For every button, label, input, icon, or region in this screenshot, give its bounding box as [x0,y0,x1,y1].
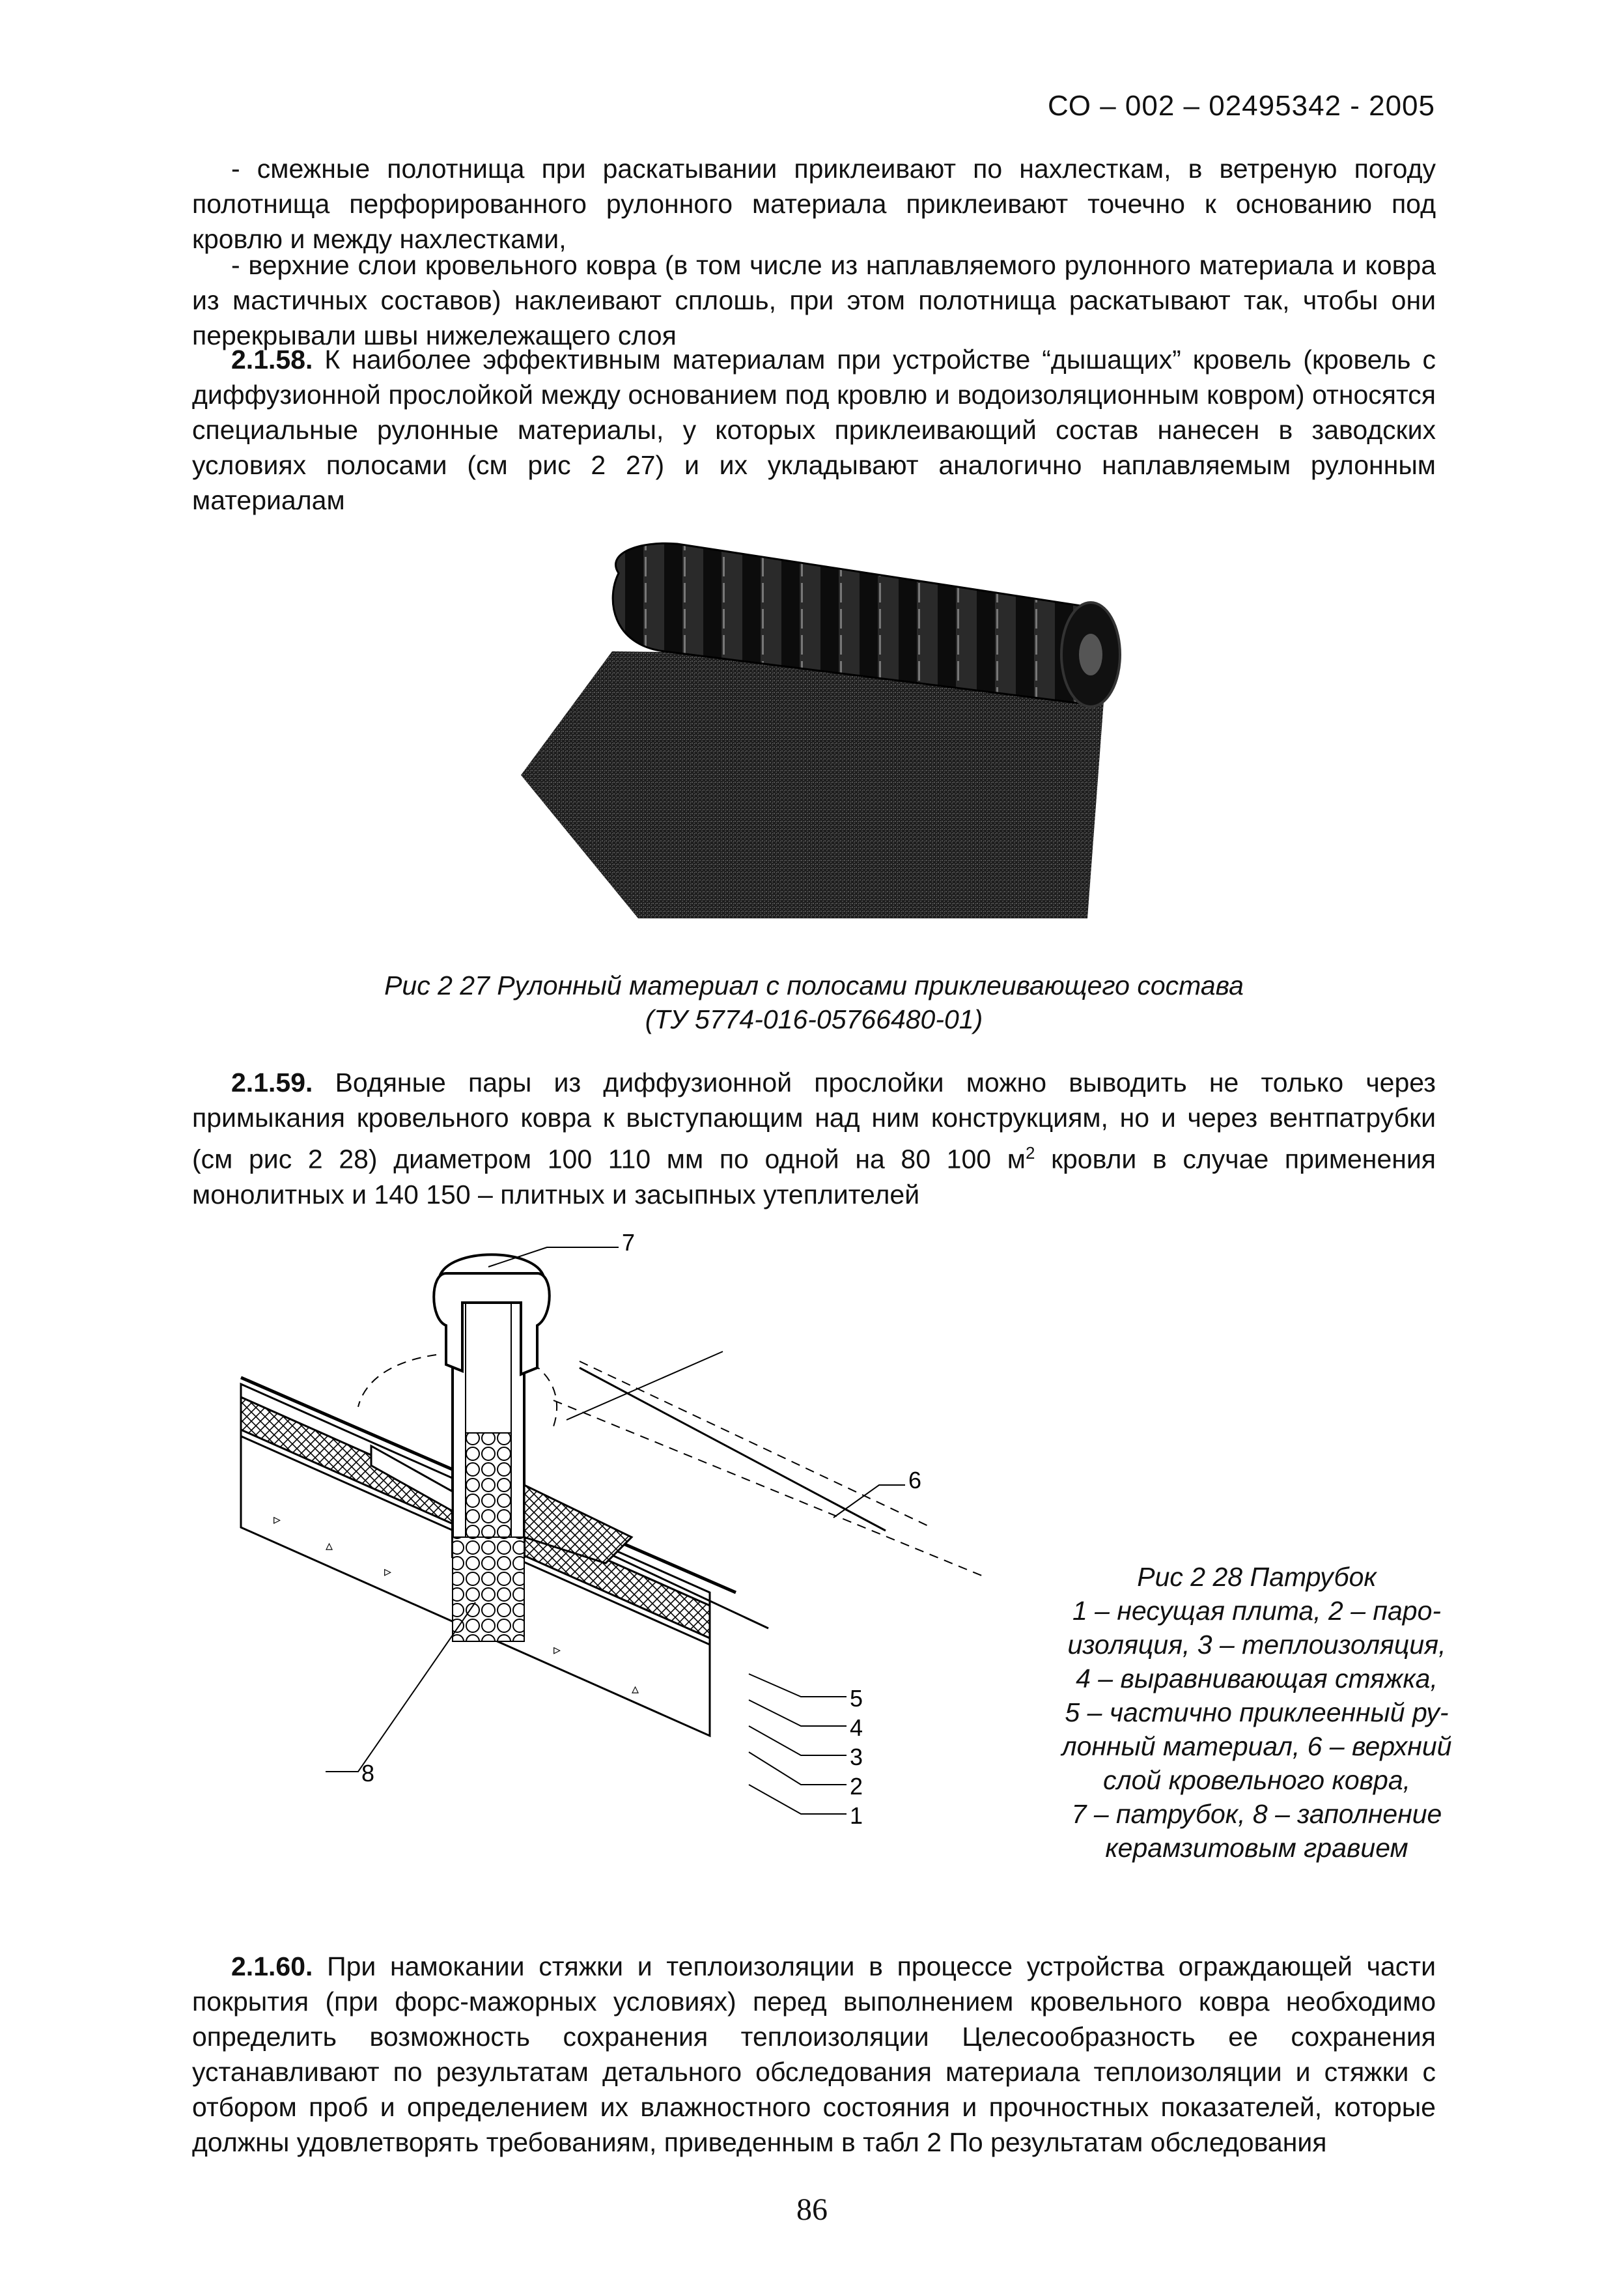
section-number: 2.1.58. [231,345,313,375]
paragraph-text: К наиболее эффективным материалам при устройстве “дышащих” кровель (кровель с диффузионной прослойкой между основанием под кровлю и водоизоляционным ковром) относятся специальные рулонные материалы, у которых приклеивающий состав нанесен в заводских условиях полосами (см рис 2 27) и их укладывают аналогично наплавляемым рулонным материалам [192,345,1436,515]
aggregate-mark: ▹ [553,1641,561,1658]
paragraph-overlap-gluing [192,151,1436,257]
label-5: 5 [850,1685,863,1712]
section-number: 2.1.60. [231,1951,313,1981]
label-8: 8 [361,1760,375,1787]
vent-pipe-diagram [215,1211,1074,1921]
superscript: 2 [1025,1143,1035,1163]
paragraph-top-layers [192,248,1436,353]
caption-line: 7 – патрубок, 8 – заполнение [1071,1799,1442,1829]
label-4: 4 [850,1714,863,1741]
paragraph-text: - смежные полотнища при раскатывании приклеивают по нахлесткам, в ветреную погоду полотнища перфорированного рулонного материала приклеивают точечно к основанию под кровлю и между нахлестками, [192,154,1436,254]
aggregate-mark: ▵ [632,1680,639,1697]
paragraph-text: кровли в случае применения монолитных и 140 150 – плитных и засыпных утеплителей [192,1144,1436,1210]
roll-core [1079,634,1102,675]
caption-line: 4 – выравнивающая стяжка, [1076,1663,1438,1693]
page-number: 86 [796,2192,828,2227]
label-7: 7 [622,1229,636,1256]
caption-line: слой кровельного ковра, [1102,1765,1411,1795]
roll-material-figure [508,528,1127,944]
caption-line: 5 – частично приклеенный ру- [1065,1697,1449,1727]
aggregate-mark: ▹ [384,1563,392,1579]
leader-6 [833,1485,905,1518]
dashed-edge [358,1355,436,1407]
caption-line: лонный материал, 6 – верхний [1061,1731,1452,1761]
paragraph-2-1-60 [192,1949,1436,2160]
leader-3 [749,1726,847,1755]
caption-line: (ТУ 5774-016-05766480-01) [645,1004,983,1034]
figure-227-caption [192,969,1436,1036]
paragraph-2-1-59 [192,1065,1436,1212]
gravel-fill-lower [453,1537,524,1641]
paragraph-text: При намокании стяжки и теплоизоляции в процессе устройства ограждающей части покрытия (при форс-мажорных условиях) перед выполнением кровельного ковра необходимо определить возможность сохранения теплоизоляции Целесообразность ее сохранения устанавливают по результатам детального обследования материала теплоизоляции и стяжки с отбором проб и определением их влажностного состояния и прочностных показателей, которые должны удовлетворять требованиям, приведенным в табл 2 По результатам обследования [192,1951,1436,2157]
aggregate-mark: ▵ [326,1537,333,1553]
caption-title: Рис 2 28 Патрубок [1137,1562,1377,1592]
aggregate-mark: ▹ [273,1511,281,1527]
document-code: СО – 002 – 02495342 - 2005 [1047,90,1435,122]
caption-line: керамзитовым гравием [1105,1833,1408,1863]
label-1: 1 [850,1802,863,1829]
paragraph-text: - верхние слои кровельного ковра (в том числе из наплавляемого рулонного материала и ковра из мастичных составов) наклеивают сплошь, при этом полотнища раскатывают так, чтобы они перекрывали швы нижележащего слоя [192,250,1436,350]
caption-line: Рис 2 27 Рулонный материал с полосами приклеивающего состава [384,970,1244,1000]
leader-1 [749,1785,847,1814]
paragraph-2-1-58 [192,342,1436,518]
label-3: 3 [850,1744,863,1770]
figure-228-caption [1042,1560,1472,1865]
label-6: 6 [908,1467,922,1493]
caption-line: 1 – несущая плита, 2 – паро- [1072,1596,1442,1626]
leader-5 [749,1674,847,1697]
top-layer-edge [580,1368,886,1531]
leader-4 [749,1700,847,1726]
section-number: 2.1.59. [231,1068,313,1097]
dashed-edge [580,1361,931,1527]
corner-line [567,1352,723,1420]
caption-line: изоляция, 3 – теплоизоляция, [1067,1630,1446,1660]
label-2: 2 [850,1773,863,1800]
paragraph-text: Водяные пары из диффузионной прослойки можно выводить не только через примыкания кровельного ковра к выступающим над ним конструкциям, но и через вентпатрубки (см рис 2 28) диаметром 100 110 мм по одной на 80 100 м [192,1068,1436,1174]
leader-2 [749,1752,847,1785]
